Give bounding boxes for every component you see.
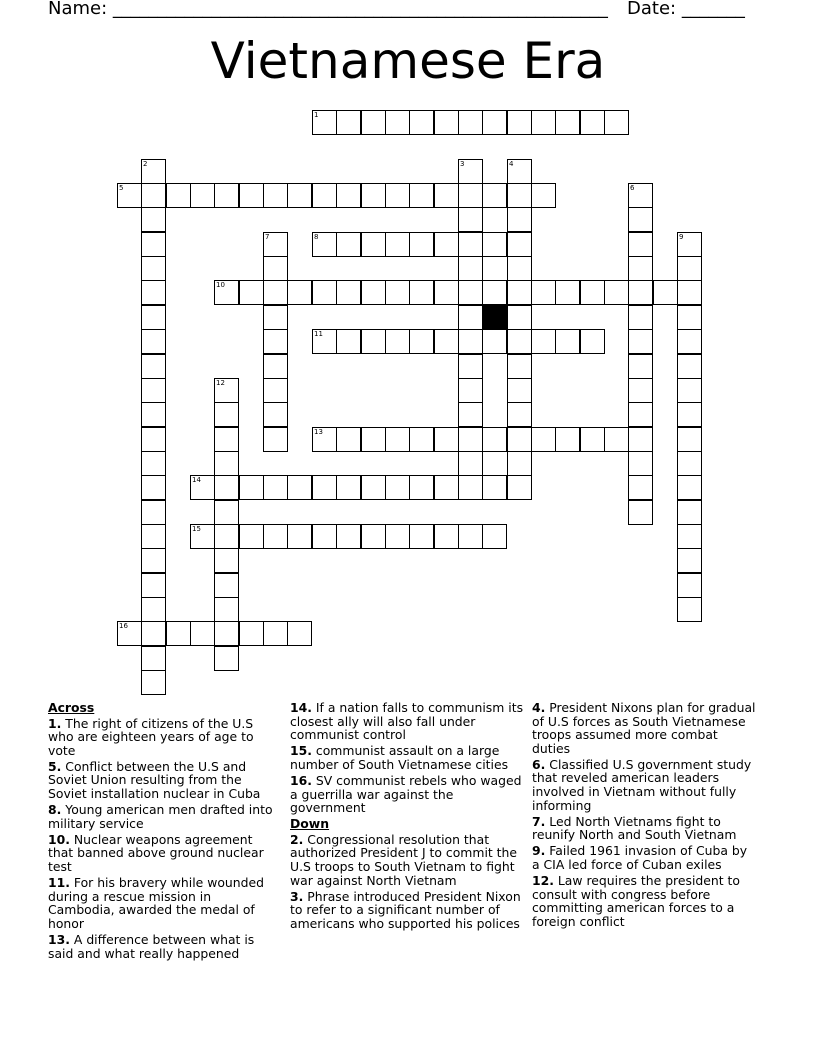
clue-down-7: 7. Led North Vietnams fight to reunify North and South Vietnam [532,813,737,843]
grid-cell[interactable] [141,159,166,184]
grid-cell[interactable] [677,354,702,379]
grid-cell[interactable] [141,305,166,330]
grid-cell[interactable] [361,329,386,354]
grid-cell[interactable] [653,280,678,305]
grid-cell[interactable] [141,573,166,598]
grid-cell[interactable] [677,232,702,257]
grid-cell[interactable] [604,427,629,452]
grid-cell[interactable] [677,305,702,330]
grid-cell[interactable] [458,159,483,184]
grid-cell[interactable] [214,451,239,476]
grid-cell[interactable] [214,597,239,622]
grid-cell[interactable] [628,500,653,525]
grid-cell[interactable] [409,329,434,354]
grid-cell[interactable] [214,573,239,598]
grid-cell[interactable] [361,232,386,257]
grid-cell[interactable] [385,183,410,208]
clue-number: 6 [630,184,635,192]
clues-column-1 [48,701,280,963]
grid-cell[interactable] [555,427,580,452]
clue-number: 2 [143,160,148,168]
grid-cell[interactable] [239,183,264,208]
grid-cell[interactable] [141,329,166,354]
page-title: Vietnamese Era [210,32,606,90]
grid-cell[interactable] [141,256,166,281]
grid-cell[interactable] [214,378,239,403]
grid-cell[interactable] [336,427,361,452]
grid-cell[interactable] [263,402,288,427]
grid-cell[interactable] [141,670,166,695]
grid-cell[interactable] [263,427,288,452]
grid-cell[interactable] [141,646,166,671]
grid-cell[interactable] [458,329,483,354]
grid-cell[interactable] [214,500,239,525]
grid-cell[interactable] [287,183,312,208]
grid-cell[interactable] [677,451,702,476]
grid-cell[interactable] [263,475,288,500]
grid-cell[interactable] [458,183,483,208]
grid-cell[interactable] [141,207,166,232]
grid-cell[interactable] [312,524,337,549]
grid-cell[interactable] [361,475,386,500]
grid-cell[interactable] [312,232,337,257]
grid-cell[interactable] [458,354,483,379]
grid-cell[interactable] [604,110,629,135]
grid-cell[interactable] [507,110,532,135]
grid-cell[interactable] [409,232,434,257]
grid-cell[interactable] [434,110,459,135]
grid-cell[interactable] [141,280,166,305]
grid-cell[interactable] [287,280,312,305]
grid-cell[interactable] [628,402,653,427]
grid-cell[interactable] [409,280,434,305]
grid-cell[interactable] [214,548,239,573]
grid-cell[interactable] [214,280,239,305]
grid-cell[interactable] [458,280,483,305]
grid-cell[interactable] [336,110,361,135]
grid-cell[interactable] [628,280,653,305]
clue-number: 7 [265,233,270,241]
clue-across-14: 14. If a nation falls to communism its closest ally will also fall under communist control [290,700,524,743]
grid-cell[interactable] [409,475,434,500]
grid-cell[interactable] [628,427,653,452]
grid-cell[interactable] [117,183,142,208]
grid-cell[interactable] [482,475,507,500]
grid-cell[interactable] [312,280,337,305]
grid-cell[interactable] [458,402,483,427]
grid-cell[interactable] [628,378,653,403]
grid-cell[interactable] [434,280,459,305]
grid-cell[interactable] [263,378,288,403]
grid-cell[interactable] [604,280,629,305]
grid-cell[interactable] [385,232,410,257]
grid-cell[interactable] [385,280,410,305]
grid-cell[interactable] [141,621,166,646]
grid-cell[interactable] [190,524,215,549]
grid-cell[interactable] [458,378,483,403]
grid-cell[interactable] [628,475,653,500]
grid-cell[interactable] [263,183,288,208]
grid-cell[interactable] [531,110,556,135]
grid-cell[interactable] [141,402,166,427]
grid-cell[interactable] [361,183,386,208]
grid-cell[interactable] [214,646,239,671]
grid-cell[interactable] [263,354,288,379]
grid-cell[interactable] [166,183,191,208]
grid-cell[interactable] [385,329,410,354]
grid-cell[interactable] [628,329,653,354]
clue-number: 10 [216,281,225,289]
grid-cell[interactable] [628,207,653,232]
grid-cell[interactable] [141,232,166,257]
grid-cell[interactable] [628,305,653,330]
grid-cell[interactable] [482,427,507,452]
clue-down-3: 3. Phrase introduced President Nixon to refer to a significant number of americans who supported his polices [290,888,521,931]
grid-cell[interactable] [239,475,264,500]
grid-cell[interactable] [141,500,166,525]
grid-cell[interactable] [117,621,142,646]
clue-down-6: 6. Classified U.S government study that reveled american leaders involved in Vietnam without fully informing [532,756,752,813]
grid-cell[interactable] [263,232,288,257]
clue-across-16: 16. SV communist rebels who waged a guerrilla war against the government [290,772,522,816]
grid-cell[interactable] [190,475,215,500]
name-label: Name: [48,0,108,19]
grid-cell[interactable] [409,110,434,135]
grid-cell[interactable] [677,402,702,427]
grid-cell[interactable] [141,378,166,403]
clue-across-8: 8. Young american men drafted into military service [48,802,273,831]
clue-number: 14 [192,476,201,484]
clue-across-11: 11. For his bravery while wounded during a rescue mission in Cambodia, awarded the medal of honor [48,875,264,931]
grid-cell[interactable] [507,475,532,500]
grid-cell[interactable] [580,110,605,135]
grid-cell[interactable] [141,427,166,452]
grid-cell[interactable] [239,621,264,646]
grid-cell[interactable] [482,183,507,208]
grid-cell[interactable] [531,183,556,208]
grid-cell[interactable] [628,183,653,208]
clue-number: 4 [509,160,514,168]
clue-number: 12 [216,379,225,387]
grid-cell[interactable] [141,548,166,573]
grid-cell[interactable] [628,354,653,379]
grid-cell[interactable] [190,183,215,208]
grid-cell[interactable] [677,475,702,500]
clues-column-3 [532,701,756,931]
clue-across-15: 15. communist assault on a large number of South Vietnamese cities [290,743,509,772]
grid-cell[interactable] [458,256,483,281]
grid-cell[interactable] [677,500,702,525]
clue-across-5: 5. Conflict between the U.S and Soviet Union resulting from the Soviet installation nuclear in Cuba [48,758,261,802]
grid-cell[interactable] [141,451,166,476]
grid-cell[interactable] [555,110,580,135]
grid-cell[interactable] [531,329,556,354]
clue-number: 15 [192,525,201,533]
grid-cell[interactable] [434,329,459,354]
clue-down-4: 4. President Nixons plan for gradual of U.S forces as South Vietnamese troops assumed more combat duties [532,700,756,756]
grid-cell[interactable] [385,110,410,135]
grid-cell[interactable] [458,451,483,476]
clue-number: 8 [314,233,319,241]
grid-cell[interactable] [482,280,507,305]
grid-cell[interactable] [361,427,386,452]
grid-cell[interactable] [531,427,556,452]
grid-cell[interactable] [361,110,386,135]
grid-cell[interactable] [677,548,702,573]
grid-cell[interactable] [677,329,702,354]
grid-cell[interactable] [507,207,532,232]
grid-cell[interactable] [141,354,166,379]
grid-cell[interactable] [166,621,191,646]
clue-down-12: 12. Law requires the president to consult with congress before committing american forces to a foreign conflict [532,873,740,929]
grid-cell[interactable] [507,159,532,184]
clue-number: 3 [460,160,465,168]
grid-cell[interactable] [507,329,532,354]
grid-cell[interactable] [507,256,532,281]
clue-number: 11 [314,330,323,338]
grid-cell[interactable] [312,183,337,208]
grid-cell[interactable] [482,524,507,549]
grid-cell[interactable] [190,621,215,646]
grid-cell[interactable] [239,280,264,305]
grid-cell[interactable] [555,329,580,354]
grid-cell[interactable] [507,280,532,305]
clue-number: 16 [119,622,128,630]
grid-cell[interactable] [239,524,264,549]
grid-cell[interactable] [507,183,532,208]
grid-cell[interactable] [434,427,459,452]
grid-cell[interactable] [628,256,653,281]
grid-cell[interactable] [507,354,532,379]
grid-cell[interactable] [385,475,410,500]
grid-cell[interactable] [434,475,459,500]
grid-cell[interactable] [141,524,166,549]
grid-cell[interactable] [214,183,239,208]
grid-cell[interactable] [361,524,386,549]
grid-cell[interactable] [677,597,702,622]
grid-cell[interactable] [677,524,702,549]
grid-cell[interactable] [434,232,459,257]
grid-cell[interactable] [409,524,434,549]
grid-cell[interactable] [458,207,483,232]
grid-cell[interactable] [263,280,288,305]
grid-cell[interactable] [507,378,532,403]
grid-cell[interactable] [677,378,702,403]
grid-cell[interactable] [263,256,288,281]
grid-cell[interactable] [141,475,166,500]
grid-cell[interactable] [458,110,483,135]
grid-cell[interactable] [312,329,337,354]
grid-cell[interactable] [336,524,361,549]
grid-cell[interactable] [263,524,288,549]
grid-cell[interactable] [336,183,361,208]
grid-cell[interactable] [507,232,532,257]
grid-cell[interactable] [214,475,239,500]
grid-cell[interactable] [458,427,483,452]
clue-across-13: 13. A difference between what is said and what really happened [48,932,255,961]
grid-cell[interactable] [507,427,532,452]
grid-cell[interactable] [507,451,532,476]
grid-cell[interactable] [677,427,702,452]
grid-cell[interactable] [677,573,702,598]
clue-down-9: 9. Failed 1961 invasion of Cuba by a CIA led force of Cuban exiles [532,843,748,873]
grid-cell[interactable] [434,524,459,549]
clue-number: 9 [679,233,684,241]
grid-cell[interactable] [458,524,483,549]
clue-number: 13 [314,428,323,436]
grid-cell[interactable] [336,475,361,500]
clue-number: 5 [119,184,124,192]
grid-cell[interactable] [336,280,361,305]
black-cell [482,305,507,330]
grid-cell[interactable] [263,329,288,354]
grid-cell[interactable] [677,280,702,305]
grid-cell[interactable] [409,183,434,208]
grid-cell[interactable] [580,329,605,354]
grid-cell[interactable] [628,451,653,476]
grid-cell[interactable] [677,256,702,281]
grid-cell[interactable] [628,232,653,257]
grid-cell[interactable] [214,524,239,549]
grid-cell[interactable] [507,305,532,330]
date-line[interactable]: _______ [681,0,745,19]
grid-cell[interactable] [263,621,288,646]
grid-cell[interactable] [555,280,580,305]
clues-column-2 [290,701,524,933]
clue-number: 1 [314,111,319,119]
grid-cell[interactable] [263,305,288,330]
grid-cell[interactable] [580,427,605,452]
date-label: Date: [627,0,677,19]
grid-cell[interactable] [361,280,386,305]
grid-cell[interactable] [434,183,459,208]
across-heading: Across [48,700,95,715]
grid-cell[interactable] [287,621,312,646]
grid-cell[interactable] [409,427,434,452]
grid-cell[interactable] [385,427,410,452]
grid-cell[interactable] [312,110,337,135]
grid-cell[interactable] [141,597,166,622]
grid-cell[interactable] [482,232,507,257]
grid-cell[interactable] [214,402,239,427]
grid-cell[interactable] [214,621,239,646]
grid-cell[interactable] [580,280,605,305]
grid-cell[interactable] [482,329,507,354]
clue-across-1: 1. The right of citizens of the U.S who are eighteen years of age to vote [48,715,254,758]
grid-cell[interactable] [214,427,239,452]
grid-cell[interactable] [287,524,312,549]
down-heading: Down [290,816,330,832]
grid-cell[interactable] [336,232,361,257]
clue-down-2: 2. Congressional resolution that authorized President J to commit the U.S troops to South Vietnam to fight war against North Vietnam [290,831,518,888]
grid-cell[interactable] [458,232,483,257]
grid-cell[interactable] [531,280,556,305]
grid-cell[interactable] [312,427,337,452]
grid-cell[interactable] [458,475,483,500]
grid-cell[interactable] [312,475,337,500]
grid-cell[interactable] [287,475,312,500]
name-line[interactable]: _______________________________________________________ [112,0,608,19]
grid-cell[interactable] [336,329,361,354]
grid-cell[interactable] [458,305,483,330]
grid-cell[interactable] [507,402,532,427]
grid-cell[interactable] [482,110,507,135]
clue-across-10: 10. Nuclear weapons agreement that banned above ground nuclear test [48,831,264,875]
grid-cell[interactable] [385,524,410,549]
grid-cell[interactable] [141,183,166,208]
